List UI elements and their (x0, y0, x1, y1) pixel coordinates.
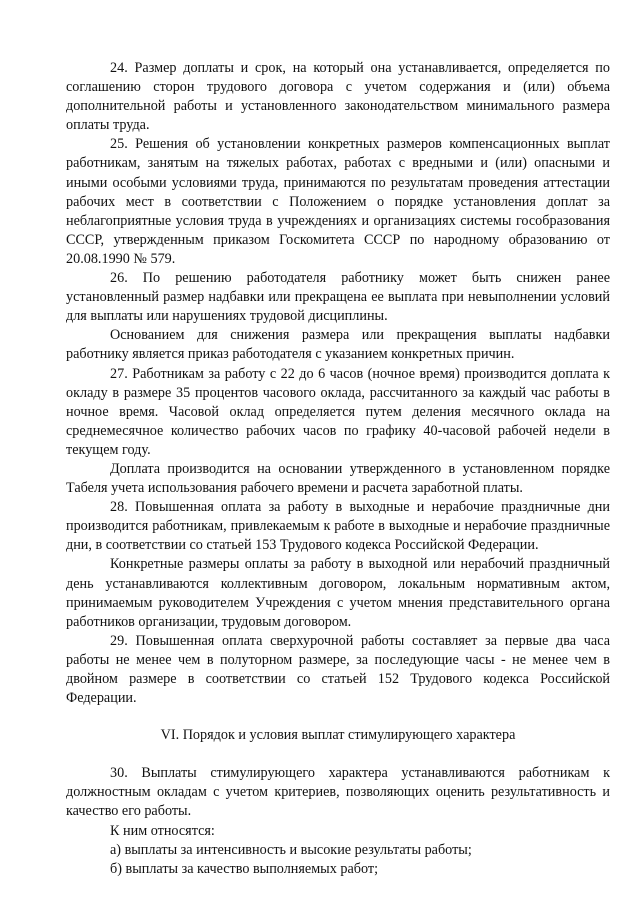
paragraph-30: 30. Выплаты стимулирующего характера устанавливаются работникам к должностным окладам с учетом критериев, позволяющих оценить результативность и качество его работы. (66, 765, 610, 820)
list-intro: К ним относятся: (110, 822, 215, 839)
paragraph-28-amounts: Конкретные размеры оплаты за работу в выходной или нерабочий праздничный день устанавливаются коллективным договором, локальным нормативным актом, принимаемым руководителем Учреждения с учетом мнения представительного органа работников организации, трудовым договором. (66, 556, 610, 630)
paragraph-25: 25. Решения об установлении конкретных размеров компенсационных выплат работникам, занятым на тяжелых работах, работах с вредными и (или) опасными и иными особыми условиями труда, принимаются по результатам проведения аттестации рабочих мест в соответствии с Положением о порядке установления доплат за неблагоприятные условия труда в учреждениях и организациях системы гособразования СССР, утвержденным приказом Госкомитета СССР по народному образованию от 20.08.1990 № 579. (66, 136, 610, 267)
paragraph-24: 24. Размер доплаты и срок, на который она устанавливается, определяется по соглашению сторон трудового договора с учетом содержания и (или) объема дополнительной работы и установленного законодательством минимального размера оплаты труда. (66, 60, 610, 134)
paragraph-26-basis: Основанием для снижения размера или прекращения выплаты надбавки работнику является приказ работодателя с указанием конкретных причин. (66, 327, 610, 363)
paragraph-29: 29. Повышенная оплата сверхурочной работы составляет за первые два часа работы не менее чем в полуторном размере, за последующие часы - не менее чем в двойном размере в соответствии со статьей 152 Трудового кодекса Российской Федерации. (66, 632, 610, 707)
section-heading: VI. Порядок и условия выплат стимулирующего характера (160, 727, 516, 744)
paragraph-26: 26. По решению работодателя работнику может быть снижен ранее установленный размер надбавки или прекращена ее выплата при невыполнении условий для выплаты или нарушениях трудовой дисциплины. (66, 270, 610, 325)
paragraph-28: 28. Повышенная оплата за работу в выходные и нерабочие праздничные дни производится работникам, привлекаемым к работе в выходные и нерабочие праздничные дни, в соответствии со статьей 153 Трудового кодекса Российской Федерации. (66, 499, 610, 554)
paragraph-27: 27. Работникам за работу с 22 до 6 часов (ночное время) производится доплата к окладу в размере 35 процентов часового оклада, рассчитанного за каждый час работы в ночное время. Часовой оклад определяется путем деления месячного оклада на среднемесячное количество рабочих часов по графику 40-часовой рабочей недели в текущем году. (66, 365, 610, 458)
paragraph-27-payment: Доплата производится на основании утвержденного в установленном порядке Табеля учета использования рабочего времени и расчета заработной платы. (66, 460, 610, 497)
list-item-a: а) выплаты за интенсивность и высокие результаты работы; (110, 841, 472, 858)
list-item-b: б) выплаты за качество выполняемых работ; (110, 860, 379, 877)
document-page (66, 59, 610, 879)
